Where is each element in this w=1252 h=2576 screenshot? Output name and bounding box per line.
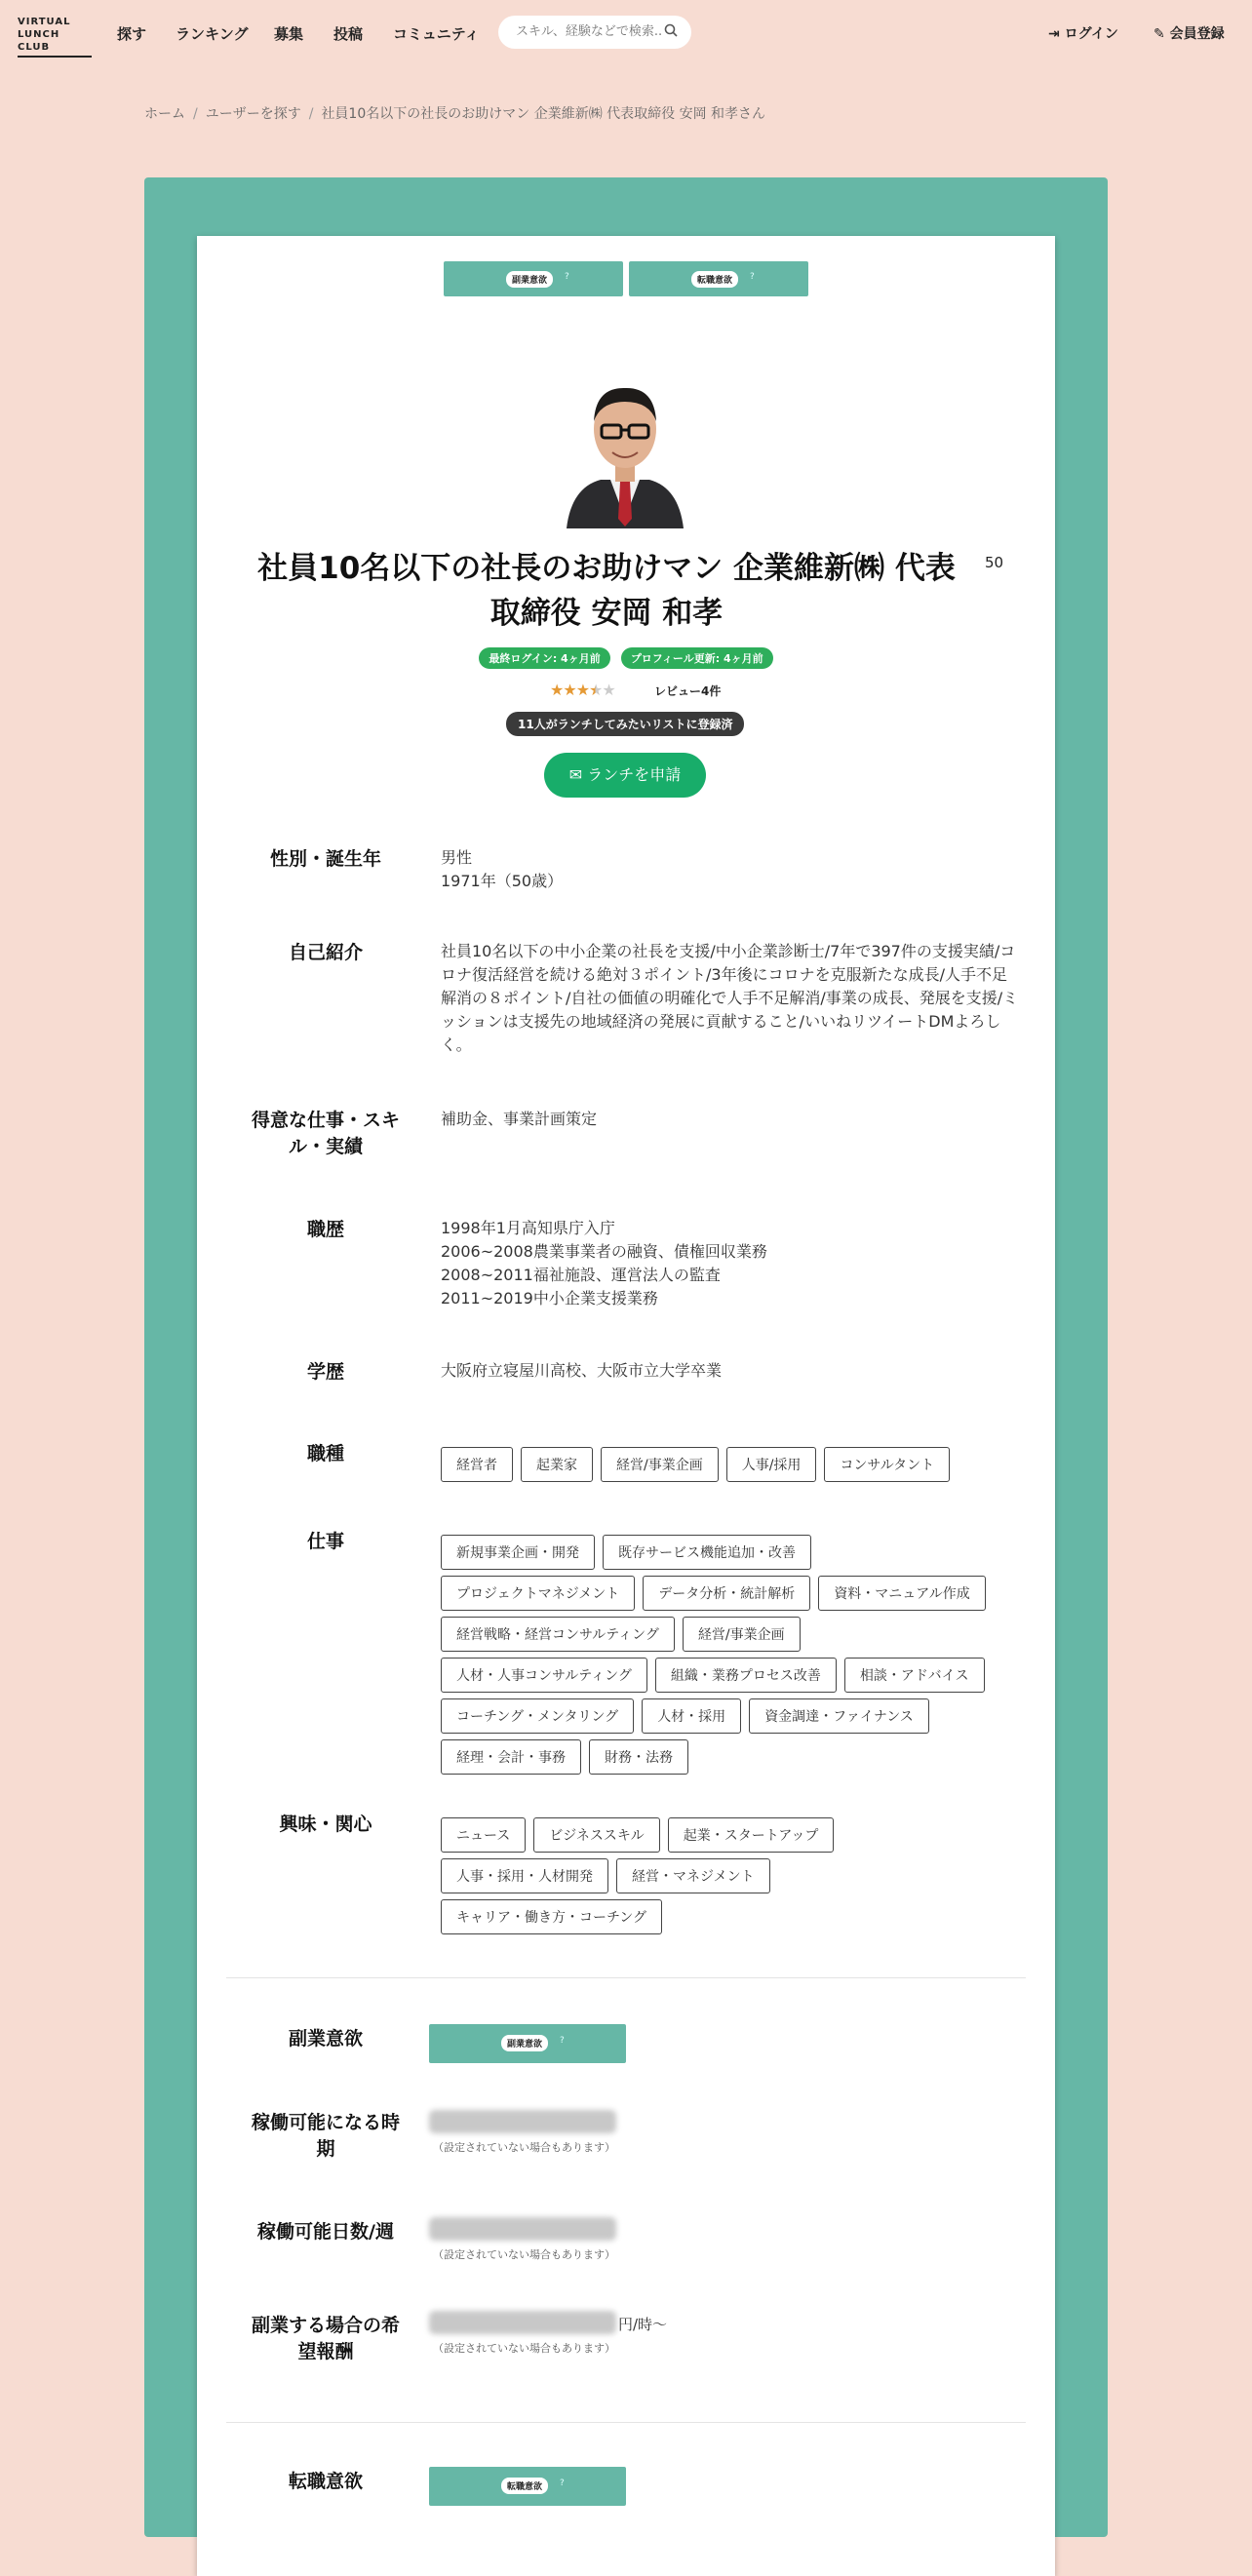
tag-interest[interactable]: 経営・マネジメント	[616, 1858, 770, 1893]
nav-community[interactable]: コミュニティ	[393, 25, 480, 43]
education-value: 大阪府立寝屋川高校、大阪市立大学卒業	[441, 1361, 723, 1380]
work-tags	[441, 1535, 1026, 1780]
login-link[interactable]	[1048, 23, 1118, 43]
breadcrumb-separator: /	[193, 106, 198, 122]
start-period-label-line2: 期	[316, 2138, 335, 2160]
nav-recruit[interactable]: 募集	[274, 25, 304, 43]
job-change-pill: 転職意欲	[501, 2478, 548, 2494]
request-lunch-button[interactable]: ✉ ランチを申請	[544, 753, 706, 798]
profile-name-line1: 社員10名以下の社長のお助けマン 企業維新㈱ 代表	[257, 551, 956, 586]
logo-line2: LUNCH CLUB	[18, 28, 92, 58]
birth-year: 1971年（50歳）	[441, 872, 564, 890]
career-item: 2006~2008農業事業者の融資、債権回収業務	[441, 1242, 767, 1261]
side-job-desire-indicator[interactable]	[429, 2024, 626, 2063]
career-item: 2011~2019中小企業支援業務	[441, 1289, 658, 1308]
last-login-badge: 最終ログイン: 4ヶ月前	[479, 647, 609, 669]
side-job-pill: 副業意欲	[501, 2035, 548, 2051]
tag-interest[interactable]: ニュース	[441, 1817, 526, 1853]
days-per-week-label: 稼働可能日数/週	[257, 2221, 394, 2243]
nav-ranking[interactable]: ランキング	[176, 25, 249, 43]
tag-work[interactable]: 経理・会計・事務	[441, 1739, 581, 1775]
empty-star-icon: ★	[602, 681, 615, 699]
nav-search[interactable]: 探す	[117, 25, 147, 43]
breadcrumb-home[interactable]: ホーム	[144, 106, 185, 122]
tag-work[interactable]: 資金調達・ファイナンス	[749, 1698, 929, 1734]
tag-interest[interactable]: ビジネススキル	[533, 1817, 659, 1853]
start-period-label-line1: 稼働可能になる時	[251, 2112, 400, 2133]
register-label: 会員登録	[1169, 26, 1225, 42]
start-period-value-blurred	[429, 2110, 616, 2133]
edit-icon: ✎	[1154, 26, 1165, 42]
interest-label: 興味・関心	[279, 1814, 372, 1835]
tag-work[interactable]: 既存サービス機能追加・改善	[603, 1535, 811, 1570]
gender-label: 性別・誕生年	[269, 848, 381, 870]
work-label: 仕事	[306, 1531, 344, 1552]
breadcrumb-users[interactable]: ユーザーを探す	[205, 106, 301, 122]
rating-stars	[550, 681, 615, 699]
career-item: 1998年1月高知県庁入庁	[441, 1219, 615, 1237]
tag-work[interactable]: コーチング・メンタリング	[441, 1698, 634, 1734]
not-set-note: （設定されていない場合もあります）	[433, 2248, 615, 2261]
tag-job-type[interactable]: 経営者	[441, 1447, 513, 1482]
question-icon: ?	[750, 272, 755, 282]
tag-work[interactable]: 資料・マニュアル作成	[818, 1576, 985, 1611]
profile-card	[197, 236, 1055, 2576]
job-type-tags	[441, 1447, 1026, 1488]
intro-label: 自己紹介	[288, 942, 363, 963]
side-job-label: 副業意欲	[288, 2028, 363, 2049]
interest-tags	[441, 1817, 1026, 1940]
nav-post[interactable]: 投稿	[333, 25, 364, 43]
career-list	[441, 1217, 1022, 1310]
days-per-week-value-blurred	[429, 2217, 616, 2241]
question-icon: ?	[565, 272, 569, 282]
divider	[226, 1977, 1026, 1978]
desired-fee-label	[228, 2313, 423, 2365]
intro-text: 社員10名以下の中小企業の社長を支援/中小企業診断士/7年で397件の支援実績/コロナ復活経営を続ける絶対３ポイント/3年後にコロナを克服新たな成長/人手不足解消の８ポイント/自社の価値の明確化で人手不足解消/事業の成長、発展を支援/ミッションは支援先の地域経済の発展に貢献すること/いいねリツイートDMよろしく。	[441, 942, 1019, 1054]
tag-job-type[interactable]: 人事/採用	[726, 1447, 817, 1482]
job-change-desire-button[interactable]	[629, 261, 808, 296]
login-label: ログイン	[1064, 26, 1118, 42]
career-label: 職歴	[306, 1219, 344, 1240]
gender-value	[441, 846, 1022, 893]
not-set-note: （設定されていない場合もあります）	[433, 2141, 615, 2154]
skills-label-line1: 得意な仕事・スキ	[251, 1110, 400, 1131]
tag-interest[interactable]: 起業・スタートアップ	[668, 1817, 835, 1853]
search-input[interactable]	[514, 23, 664, 40]
tag-work[interactable]: プロジェクトマネジメント	[441, 1576, 635, 1611]
desired-fee-label-line1: 副業する場合の希	[251, 2315, 400, 2336]
tag-work[interactable]: 組織・業務プロセス改善	[655, 1658, 837, 1693]
career-item: 2008~2011福祉施設、運営法人の監査	[441, 1266, 721, 1284]
profile-updated-badge: プロフィール更新: 4ヶ月前	[621, 647, 773, 669]
divider	[226, 2422, 1026, 2423]
tag-work[interactable]: 新規事業企画・開発	[441, 1535, 595, 1570]
start-period-label	[228, 2110, 423, 2163]
job-change-pill: 転職意欲	[691, 271, 738, 288]
education-label: 学歴	[306, 1361, 344, 1383]
desired-fee-label-line2: 望報酬	[297, 2341, 354, 2362]
profile-name-line2: 取締役 安岡 和孝	[489, 596, 724, 631]
logo[interactable]	[18, 16, 92, 53]
skills-value: 補助金、事業計画策定	[441, 1110, 598, 1128]
gender: 男性	[441, 848, 473, 867]
tag-work[interactable]: データ分析・統計解析	[643, 1576, 810, 1611]
tag-work[interactable]: 人材・人事コンサルティング	[441, 1658, 647, 1693]
not-set-note: （設定されていない場合もあります）	[433, 2342, 615, 2355]
job-change-label: 転職意欲	[288, 2471, 363, 2492]
avatar	[562, 372, 688, 528]
login-icon: ⇥	[1048, 26, 1060, 42]
side-job-pill: 副業意欲	[506, 271, 553, 288]
job-type-label: 職種	[306, 1443, 344, 1464]
question-icon: ?	[560, 2478, 565, 2488]
activity-badges	[197, 647, 1055, 669]
follower-count: 50	[985, 554, 1004, 571]
half-star-icon: ★	[589, 681, 603, 699]
job-change-desire-indicator[interactable]	[429, 2467, 626, 2506]
desired-fee-value-blurred	[429, 2311, 616, 2334]
tag-job-type[interactable]: コンサルタント	[824, 1447, 950, 1482]
tag-job-type[interactable]: 起業家	[521, 1447, 593, 1482]
tag-interest[interactable]: 人事・採用・人材開発	[441, 1858, 608, 1893]
skills-label-line2: ル・実績	[288, 1136, 363, 1157]
skills-label	[228, 1108, 423, 1160]
review-count[interactable]: レビュー4件	[654, 684, 722, 698]
tag-work[interactable]: 経営戦略・経営コンサルティング	[441, 1617, 675, 1652]
tag-interest[interactable]: キャリア・働き方・コーチング	[441, 1899, 662, 1934]
tag-work[interactable]: 相談・アドバイス	[844, 1658, 985, 1693]
breadcrumb-separator: /	[308, 106, 314, 122]
site-header	[0, 0, 1252, 66]
register-link[interactable]	[1154, 23, 1225, 43]
search-box	[498, 16, 691, 49]
tag-job-type[interactable]: 経営/事業企画	[601, 1447, 719, 1482]
tag-work[interactable]: 経営/事業企画	[683, 1617, 801, 1652]
breadcrumb	[144, 103, 765, 123]
tag-work[interactable]: 財務・法務	[589, 1739, 688, 1775]
breadcrumb-current: 社員10名以下の社長のお助けマン 企業維新㈱ 代表取締役 安岡 和孝さん	[321, 106, 766, 122]
lunch-list-badge: 11人がランチしてみたいリストに登録済	[506, 712, 744, 736]
tag-work[interactable]: 人材・採用	[642, 1698, 741, 1734]
star-icon: ★★★	[550, 681, 590, 699]
search-icon[interactable]	[664, 23, 678, 41]
fee-unit: 円/時〜	[618, 2316, 668, 2333]
question-icon: ?	[560, 2036, 565, 2046]
profile-name	[236, 546, 977, 636]
side-job-desire-button[interactable]	[444, 261, 623, 296]
logo-line1: VIRTUAL	[18, 17, 71, 27]
